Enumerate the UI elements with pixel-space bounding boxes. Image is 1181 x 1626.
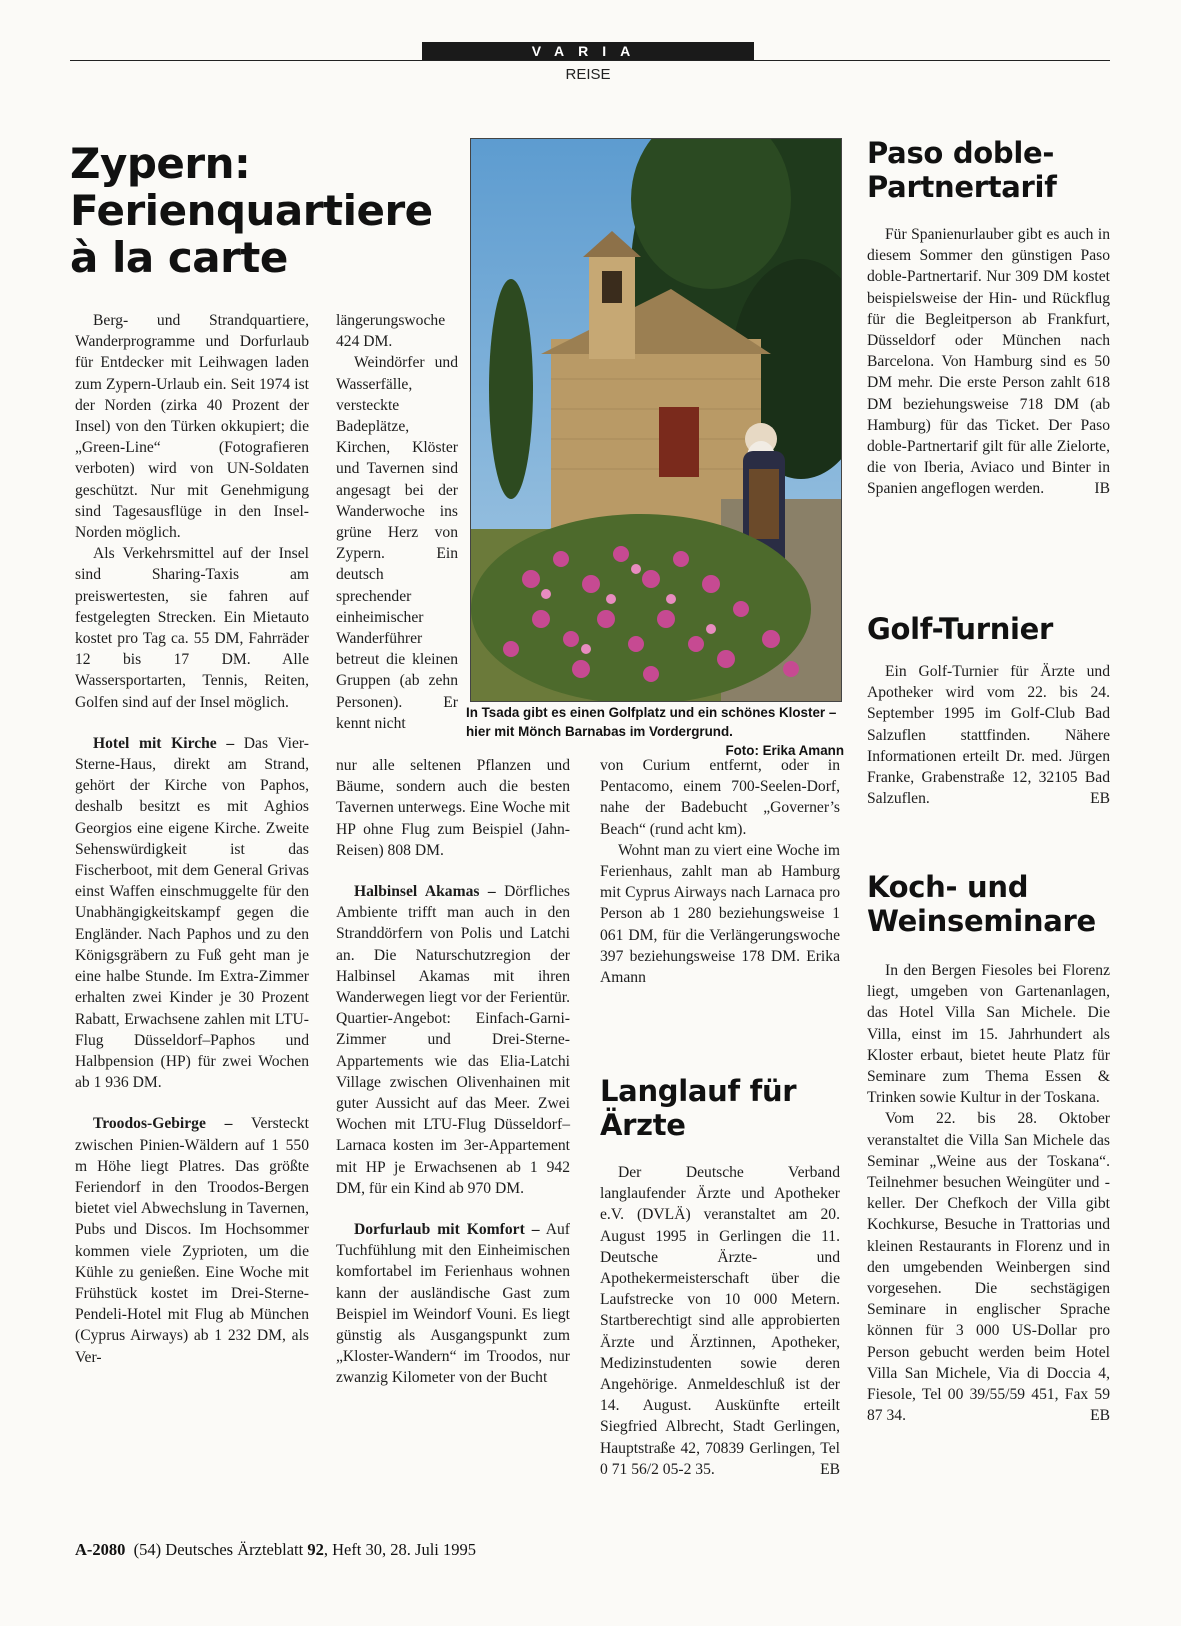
- headline-line: Golf-Turnier: [867, 612, 1054, 646]
- paragraph: längerungswoche 424 DM.: [336, 312, 446, 351]
- headline-line: Partnertarif: [867, 170, 1057, 204]
- paragraph: [600, 840, 840, 988]
- page-footer: [75, 1540, 476, 1560]
- photo-monastery: [470, 138, 842, 702]
- subheading-dorfurlaub: Dorfurlaub mit Komfort –: [354, 1221, 540, 1239]
- author-signature: Erika Amann: [600, 947, 840, 987]
- subsection-label: REISE: [565, 66, 611, 83]
- koch-headline: [867, 870, 1117, 938]
- paragraph: Weindörfer und Wasserfälle, versteckte Badeplätze, Kirchen, Klöster und Tavernen sind angesagt bei der Wanderwoche ins grüne Herz von Zypern. Ein deutsch sprechender einheimischer Wanderführer betreut die kleinen Gruppen (ab zehn Personen). Er kennt nicht: [336, 354, 458, 732]
- paragraph: von Curium entfernt, oder in Pentacomo, einem 700-Seelen-Dorf, nahe der Badebucht „Governer’s Beach“ (rund acht km).: [600, 757, 840, 838]
- headline-line: Zypern:: [70, 139, 251, 188]
- paragraph: [600, 1162, 840, 1480]
- paragraph-text: Dörfliches Ambiente trifft man auch in den Stranddörfern von Polis und Latchi an. Die Naturschutzregion der Halbinsel Akamas mit ihren Wanderwegen liegt vor der Ferientür. Quartier-Angebot: Einfach-Garni-Zimmer und Drei-Sterne-Appartements wie das Elia-Latchi Village zwischen Olivenhainen mit guter Aussicht auf das Meer. Zwei Wochen mit LTU-Flug Düsseldorf–Larnaca kosten im 3er-Appartement mit HP je Erwachsenen ab 1 942 DM, für ein Kind ab 970 DM.: [336, 883, 570, 1197]
- paragraph: [336, 1219, 570, 1389]
- main-article-column-2-bottom: [336, 755, 570, 1389]
- paragraph-text: Versteckt zwischen Pinien-Wäldern auf 1 550 m Höhe liegt Platres. Das größte Feriendorf in den Troodos-Bergen bietet viel Abwechslung in Tavernen, Pubs und Discos. Im Hochsommer kommen viele Zyprioten, um die Kühle zu genießen. Eine Woche mit Frühstück kostet im Drei-Sterne-Pendeli-Hotel mit Flug ab München (Cyprus Airways) ab 1 232 DM, als Ver-: [75, 1115, 309, 1366]
- header-rule: [70, 60, 1110, 61]
- author-signature: EB: [820, 1460, 840, 1478]
- caption-text: In Tsada gibt es einen Golfplatz und ein schönes Kloster – hier mit Mönch Barnabas im Vordergrund.: [466, 705, 837, 739]
- photo-caption: [466, 703, 844, 760]
- koch-body: [867, 960, 1110, 1426]
- issue-info: , Heft 30, 28. Juli 1995: [323, 1540, 476, 1559]
- headline-line: Langlauf für: [600, 1074, 797, 1108]
- langlauf-headline: [600, 1074, 840, 1142]
- journal-name: (54) Deutsches Ärzteblatt: [133, 1540, 304, 1559]
- golf-body: [867, 661, 1110, 809]
- headline-line: à la carte: [70, 233, 288, 282]
- subheading-hotel: Hotel mit Kirche –: [93, 734, 235, 752]
- headline-line: Koch- und: [867, 870, 1029, 904]
- langlauf-body: [600, 1162, 840, 1480]
- paragraph: [75, 733, 309, 1093]
- paragraph-text: Auf Tuchfühlung mit den Einheimischen komfortabel im Ferienhaus wohnen kann der ausländische Gast zum Beispiel im Weindorf Vouni. Es liegt günstig als Ausgangspunkt zum „Kloster-Wandern“ im Troodos, nur zwanzig Kilometer von der Bucht: [336, 1221, 570, 1387]
- subheading-troodos: Troodos-Gebirge –: [93, 1115, 233, 1133]
- author-signature: EB: [1090, 1407, 1110, 1425]
- paragraph: [336, 881, 570, 1199]
- golf-headline: [867, 612, 1117, 646]
- paragraph: Berg- und Strandquartiere, Wanderprogramme und Dorfurlaub für Entdecker mit Leihwagen laden zum Zypern-Urlaub ein. Seit 1974 ist der Norden (zirka 40 Prozent der Insel) von den Türken okkupiert; die „Green-Line“ (Fotografieren verboten) wird von UN-Soldaten geschützt. Nur mit Genehmigung sind Tagesausflüge in den Insel-Norden möglich.: [75, 312, 309, 542]
- subheading-akamas: Halbinsel Akamas –: [354, 883, 496, 901]
- paso-body: [867, 224, 1110, 500]
- paragraph: [75, 1113, 309, 1367]
- author-signature: IB: [1094, 480, 1110, 498]
- paragraph: nur alle seltenen Pflanzen und Bäume, sondern auch die besten Tavernen unterwegs. Eine Woche mit HP ohne Flug zum Beispiel (Jahn-Reisen) 808 DM.: [336, 757, 570, 859]
- section-label: VARIA: [422, 42, 754, 60]
- photo-illustration: [471, 139, 841, 701]
- page-number: A-2080: [75, 1540, 126, 1559]
- headline-line: Paso doble-: [867, 136, 1055, 170]
- paso-headline: [867, 136, 1117, 204]
- main-article-column-1: [75, 310, 309, 1368]
- volume-number: 92: [307, 1540, 324, 1559]
- paragraph-text: Der Deutsche Verband langlaufender Ärzte und Apotheker e.V. (DVLÄ) veranstaltet am 20. August 1995 in Gerlingen die 11. Deutsche Ärzte- und Apothekermeisterschaft über die Laufstrecke von 10 000 Metern. Startberechtigt sind alle approbierten Ärzte und Ärztinnen, Apotheker, Medizinstudenten sowie deren Angehörige. Anmeldeschluß ist der 14. August. Auskünfte erteilt Siegfried Albrecht, Stadt Gerlingen, Hauptstraße 42, 70839 Gerlingen, Tel 0 71 56/2 05-2 35.: [600, 1164, 840, 1478]
- paragraph: In den Bergen Fiesoles bei Florenz liegt, umgeben von Gartenanlagen, das Hotel Villa San Michele. Die Villa, einst im 15. Jahrhundert als Kloster erbaut, bietet heute Platz für Seminare zum Thema Essen & Trinken sowie Kultur in der Toskana.: [867, 962, 1110, 1107]
- paragraph: Als Verkehrsmittel auf der Insel sind Sharing-Taxis am preiswertesten, sie fahren auf festgelegten Strecken. Ein Mietauto kostet pro Tag ca. 55 DM, Fahrräder 12 bis 17 DM. Alle Wassersportarten, Tennis, Reiten, Golfen sind auf der Insel möglich.: [75, 545, 309, 711]
- main-article-column-2-top: [336, 310, 458, 734]
- headline-line: Weinseminare: [867, 904, 1096, 938]
- photo-credit: Foto: Erika Amann: [725, 743, 844, 758]
- main-article-column-3: [600, 755, 840, 988]
- paragraph-text: Das Vier-Sterne-Haus, direkt am Strand, gehört der Kirche von Paphos, deshalb besitzt es mit Aghios Georgios eine eigene Kirche. Zweite Sehenswürdigkeit ist das Fischerboot, mit dem General Grivas einst Waffen einschmuggelte für den Unabhängigkeitskampf gegen die Engländer. Nach Paphos und zu den Königsgräbern zu Fuß geht man je eine halbe Stunde. Im Extra-Zimmer erhalten zwei Kinder je 30 Prozent Rabatt, Erwachsene zahlen mit LTU-Flug Düsseldorf–Paphos und Halbpension (HP) für zwei Wochen ab 1 936 DM.: [75, 734, 309, 1092]
- paragraph-text: Vom 22. bis 28. Oktober veranstaltet die Villa San Michele das Seminar „Weine aus der Toskana“. Teilnehmer besuchen Weingüter und -keller. Der Chefkoch der Villa gibt Kochkurse, Besuche in Trattorias und kleinen Restaurants in Florenz und in den umgebenden Weinbergen sind vorgesehen. Die sechstägigen Seminare in englischer Sprache können für 3 000 US-Dollar pro Person gebucht werden beim Hotel Villa San Michele, Via di Doccia 4, Fiesole, Tel 00 39/55/59 451, Fax 59 87 34.: [867, 1110, 1110, 1425]
- paragraph: [867, 1108, 1110, 1426]
- headline-line: Ferienquartiere: [70, 186, 433, 235]
- author-signature: EB: [1090, 790, 1110, 808]
- paragraph: [867, 661, 1110, 809]
- paragraph-text: Für Spanienurlauber gibt es auch in diesem Sommer den günstigen Paso doble-Partnertarif. Nur 309 DM kostet beispielsweise der Hin- und Rückflug für die Begleitperson ab Frankfurt, Düsseldorf oder München nach Barcelona. Von Hamburg sind es 50 DM mehr. Die erste Person zahlt 618 DM beziehungsweise 718 DM (ab Hamburg) für das Ticket. Der Paso doble-Partnertarif gilt für alle Zielorte, die von Iberia, Aviaco und Binter in Spanien angeflogen werden.: [867, 226, 1110, 498]
- main-headline: [70, 140, 460, 281]
- headline-line: Ärzte: [600, 1108, 686, 1142]
- paragraph-text: Wohnt man zu viert eine Woche im Ferienhaus, zahlt man ab Hamburg mit Cyprus Airways nach Larnaca pro Person ab 1 280 beziehungsweise 1 061 DM, für die Verlängerungswoche 397 beziehungsweise 178 DM.: [600, 841, 840, 965]
- paragraph-text: Ein Golf-Turnier für Ärzte und Apotheker wird vom 22. bis 24. September 1995 im Golf-Club Bad Salzuflen stattfinden. Nähere Informationen erteilt Dr. med. Jürgen Franke, Grabenstraße 12, 32105 Bad Salzuflen.: [867, 663, 1110, 808]
- paragraph: [867, 224, 1110, 500]
